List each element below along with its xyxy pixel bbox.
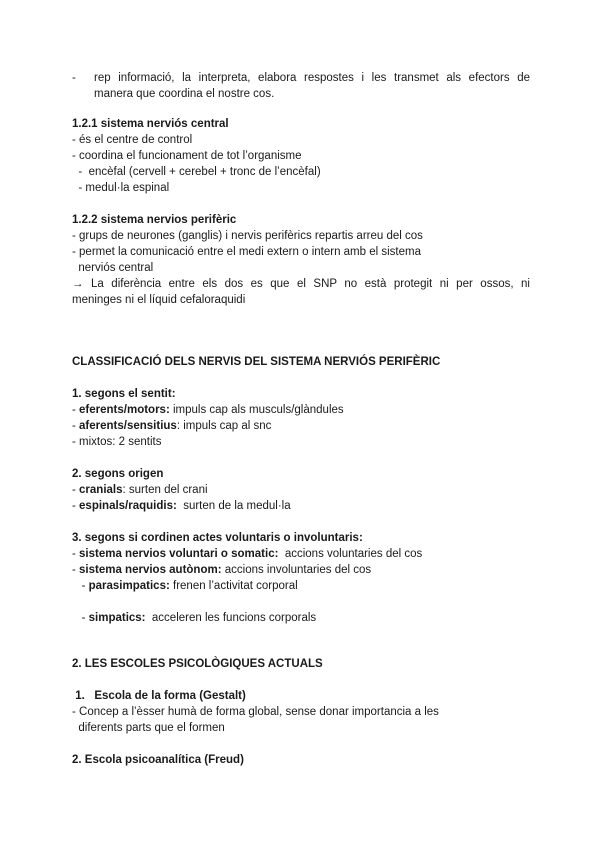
origen-item: - espinals/raquidis: surten de la medul·la	[72, 500, 291, 512]
escoles-title: 2. LES ESCOLES PSICOLÒGIQUES ACTUALS	[72, 658, 323, 670]
snp-item: nerviós central	[72, 262, 154, 274]
snp-note-line-2: meninges ni el líquid cefaloraquidi	[72, 294, 246, 306]
document-page	[72, 70, 530, 768]
snc-item: - medul·la espinal	[72, 182, 170, 194]
sentit-heading: 1. segons el sentit:	[72, 388, 176, 400]
actes-item: - sistema nervios autònom: accions involuntaries del cos	[72, 564, 372, 576]
freud-heading: 2. Escola psicoanalítica (Freud)	[72, 754, 244, 766]
sentit-item: - mixtos: 2 sentits	[72, 436, 162, 448]
gestalt-line-2: diferents parts que el formen	[72, 722, 225, 734]
snp-note-line-1: → La diferència entre els dos es que el SNP no està protegit ni per ossos, ni	[72, 278, 530, 290]
actes-heading: 3. segons si cordinen actes voluntaris o involuntaris:	[72, 532, 363, 544]
snc-item: - encèfal (cervell + cerebel + tronc de l’encèfal)	[72, 166, 321, 178]
actes-item-simpatics: - simpatics: acceleren les funcions corporals	[72, 612, 317, 624]
snc-item: - és el centre de control	[72, 134, 193, 146]
snp-heading: 1.2.2 sistema nervios perifèric	[72, 214, 237, 226]
intro-line-2: manera que coordina el nostre cos.	[94, 88, 275, 100]
sentit-item: - eferents/motors: impuls cap als musculs/glàndules	[72, 404, 344, 416]
snp-item: - grups de neurones (ganglis) i nervis perifèrics repartis arreu del cos	[72, 230, 423, 242]
snc-item: - coordina el funcionament de tot l’organisme	[72, 150, 302, 162]
origen-heading: 2. segons origen	[72, 468, 164, 480]
sentit-item: - aferents/sensitius: impuls cap al snc	[72, 420, 272, 432]
classificacio-title: CLASSIFICACIÓ DELS NERVIS DEL SISTEMA NERVIÓS PERIFÈRIC	[72, 356, 441, 368]
gestalt-heading: 1. Escola de la forma (Gestalt)	[72, 690, 246, 702]
intro-dash: -	[72, 72, 76, 84]
snp-item: - permet la comunicació entre el medi extern o intern amb el sistema	[72, 246, 421, 258]
gestalt-line-1: - Concep a l’èsser humà de forma global, sense donar importancia a les	[72, 706, 439, 718]
origen-item: - cranials: surten del crani	[72, 484, 208, 496]
intro-bullet	[72, 70, 530, 86]
actes-item: - sistema nervios voluntari o somatic: accions voluntaries del cos	[72, 548, 423, 560]
actes-item: - parasimpatics: frenen l’activitat corporal	[72, 580, 298, 592]
snc-heading: 1.2.1 sistema nerviós central	[72, 118, 229, 130]
intro-line-1: rep informació, la interpreta, elabora respostes i les transmet als efectors de	[94, 72, 530, 84]
